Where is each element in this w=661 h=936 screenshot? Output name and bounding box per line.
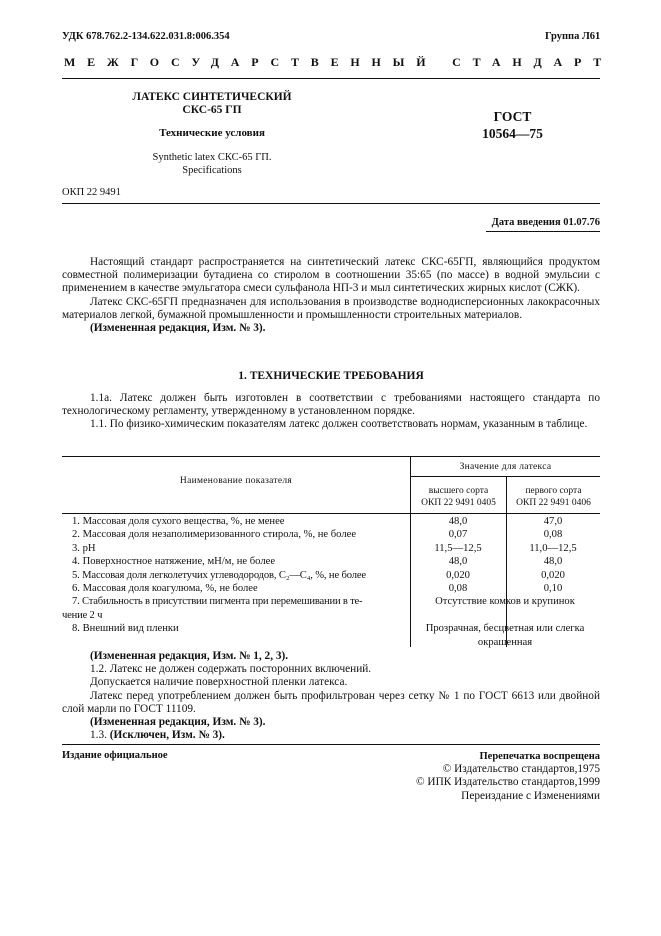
- intro-amendment: (Измененная редакция, Изм. № 3).: [90, 322, 266, 335]
- introduction-date-value: 01.07.76: [563, 217, 600, 228]
- grade-1-okp: ОКП 22 9491 0405: [421, 497, 496, 508]
- clause-1-1: 1.1. По физико-химическим показателям латекс должен соответствовать нормам, указанным в таблице.: [90, 418, 588, 431]
- section-1-heading: 1. ТЕХНИЧЕСКИЕ ТРЕБОВАНИЯ: [238, 370, 424, 382]
- intro-paragraph-1: Настоящий стандарт распространяется на синтетический латекс СКС-65ГП, являющийся продуктом совместной полимеризации бутадиена со стиролом в соотношении 35:65 (по массе) в водной эмульсии с применением в качестве эмульгатора смеси сульфанола НП-3 и мыл синтетических жирных кислот (СЖК).: [62, 256, 600, 295]
- row-value-grade-1: 48,0: [448, 556, 468, 568]
- table-header-grade-1: [411, 486, 506, 509]
- row-value-grade-2: 11,0—12,5: [529, 542, 577, 554]
- english-title-line-1: Synthetic latex СКС-65 ГП.: [152, 152, 272, 163]
- row-name: [62, 595, 410, 622]
- okp-code: ОКП 22 9491: [62, 187, 121, 198]
- title-block: [112, 91, 312, 117]
- table-row: [62, 622, 600, 649]
- row-value-grade-1: 0,07: [448, 529, 468, 541]
- clause-1-2: 1.2. Латекс не должен содержать посторонних включений.: [90, 663, 372, 676]
- table-row: [62, 542, 600, 555]
- reprint-notice: Перепечатка воспрещена: [479, 751, 600, 762]
- row-8-value-line-2: окрашенная: [477, 636, 533, 648]
- title-line-2: СКС-65 ГП: [182, 104, 242, 116]
- title-rule: [62, 203, 600, 204]
- section-1-text: [62, 392, 600, 432]
- row-8-name: 8. Внешний вид пленки: [72, 623, 179, 635]
- table-header-grade-2: [507, 486, 600, 509]
- table-header-name: Наименование показателя: [179, 476, 293, 486]
- banner-title: МЕЖГОСУДАРСТВЕННЫЙ СТАНДАРТ: [64, 55, 614, 69]
- after-table-text: [62, 650, 600, 742]
- row-name: 4. Поверхностное натяжение, мН/м, не более: [72, 556, 276, 568]
- row-name: 2. Массовая доля незаполимеризованного стирола, %, не более: [72, 529, 357, 541]
- row-value-grade-1: 0,020: [446, 569, 470, 581]
- table-row: [62, 555, 600, 568]
- english-title-line-2: Specifications: [182, 164, 242, 176]
- gost-number: 10564—75: [482, 126, 543, 141]
- row-8-value-line-1: Прозрачная, бесцветная или слегка: [425, 623, 585, 635]
- introduction-date: [492, 217, 600, 228]
- table-header-rule: [62, 513, 600, 514]
- table-subheader-rule: [410, 476, 600, 477]
- title-line-1: ЛАТЕКС СИНТЕТИЧЕСКИЙ: [132, 91, 292, 103]
- english-title: [112, 152, 312, 177]
- table-top-rule: [62, 456, 600, 457]
- clause-1-3-number: 1.3.: [90, 729, 107, 742]
- clause-1-3: [62, 729, 600, 742]
- table-row: [62, 569, 600, 582]
- copyright-1999: © ИПК Издательство стандартов,1999: [416, 776, 600, 789]
- row-name: 1. Массовая доля сухого вещества, %, не менее: [72, 516, 285, 527]
- row-value-grade-1: 0,08: [448, 583, 468, 595]
- reissue-note: Переиздание с Изменениями: [461, 789, 600, 802]
- group-code: Группа Л61: [545, 31, 601, 42]
- amendment-1-2-3: (Измененная редакция, Изм. № 1, 2, 3).: [90, 650, 289, 662]
- row-7-name-line-2: чение 2 ч: [62, 609, 103, 621]
- intro-paragraph-2: Латекс СКС-65ГП предназначен для использования в производстве воднодисперсионных лакокрасочных материалов легкой, бумажной промышленности и промышленности строительных материалов.: [62, 295, 600, 321]
- table-row: [62, 582, 600, 595]
- row-name: 6. Массовая доля коагулюма, %, не более: [72, 583, 258, 595]
- table-row: [62, 595, 600, 622]
- row-name: 3. pH: [72, 542, 96, 554]
- date-underline: [486, 231, 600, 232]
- gost-block: [455, 108, 570, 142]
- row-value-grade-2: 0,020: [541, 569, 565, 581]
- clause-1-1a: 1.1а. Латекс должен быть изготовлен в соответствии с требованиями настоящего стандарта по технологическому регламенту, утвержденному в установленном порядке.: [62, 392, 600, 418]
- row-8-value: [410, 622, 600, 649]
- clause-1-2-filter: Латекс перед употреблением должен быть профильтрован через сетку № 1 по ГОСТ 6613 или двойной слой марли по ГОСТ 11109.: [62, 689, 600, 715]
- footer-rule: [62, 744, 600, 745]
- grade-2-name: первого сорта: [525, 486, 582, 496]
- row-7-name-line-1: 7. Стабильность в присутствии пигмента при перемешивании в те-: [72, 596, 363, 608]
- copyright-block: [416, 750, 600, 803]
- clause-1-3-text: (Исключен, Изм. № 3).: [109, 729, 225, 742]
- row-value-grade-2: 0,10: [543, 583, 563, 595]
- row-name: 5. Массовая доля легколетучих углеводородов, C₂—C₄, %, не более: [72, 569, 366, 581]
- row-value-grade-2: 48,0: [543, 556, 563, 568]
- row-value-grade-1: 48,0: [448, 516, 468, 527]
- table-row: [62, 515, 600, 528]
- copyright-1975: © Издательство стандартов,1975: [442, 763, 600, 776]
- row-7-value: Отсутствие комков и крупинок: [435, 596, 575, 608]
- grade-1-name: высшего сорта: [428, 486, 489, 496]
- header-rule: [62, 78, 600, 79]
- clause-1-2-film: Допускается наличие поверхностной пленки латекса.: [90, 676, 348, 689]
- introduction-date-label: Дата введения: [491, 217, 561, 228]
- gost-label: ГОСТ: [493, 109, 532, 124]
- row-value-grade-1: 11,5—12,5: [434, 542, 482, 554]
- official-edition: Издание официальное: [62, 750, 168, 761]
- subtitle: Технические условия: [159, 127, 265, 139]
- intro-text: [62, 256, 600, 335]
- table-row: [62, 528, 600, 541]
- row-value-grade-2: 47,0: [543, 516, 563, 527]
- grade-2-okp: ОКП 22 9491 0406: [516, 497, 591, 508]
- row-value-grade-2: 0,08: [543, 529, 563, 541]
- table-header-value: Значение для латекса: [459, 462, 552, 472]
- udk-code: УДК 678.762.2-134.622.031.8:006.354: [62, 31, 230, 42]
- table-body: [62, 515, 600, 649]
- amendment-3: (Измененная редакция, Изм. № 3).: [90, 716, 266, 729]
